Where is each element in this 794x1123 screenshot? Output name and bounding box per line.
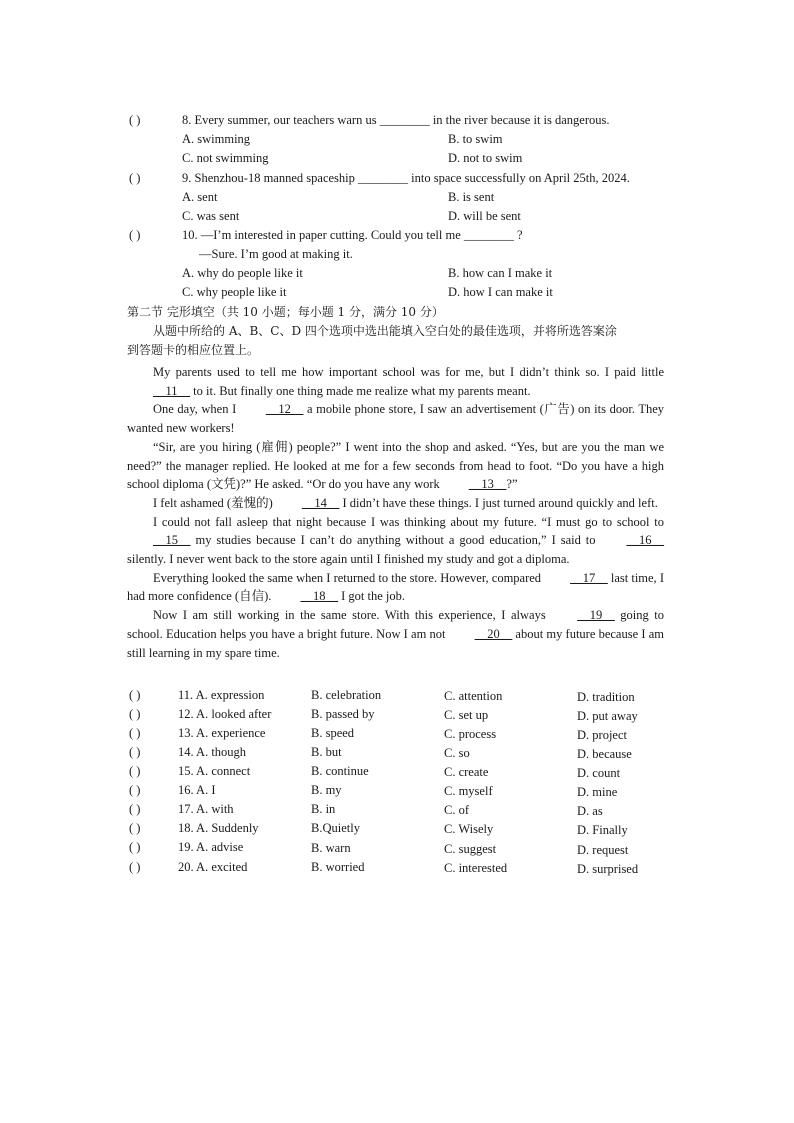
answer-paren[interactable]: ( ) bbox=[129, 783, 141, 797]
option-a[interactable]: A. swimming bbox=[182, 132, 251, 146]
option-c[interactable]: C. so bbox=[444, 746, 470, 760]
blank-11: __11__ bbox=[153, 383, 191, 398]
option-d[interactable]: D. put away bbox=[577, 709, 638, 723]
paragraph: “Sir, are you hiring (雇佣) people?” I went into the shop and asked. “Yes, but are you the man we need?” the manager replied. He looked at me for a few seconds from head to foot. “Do you have a high school diploma (文凭)?” He asked. “Or do you have any work __13__?” bbox=[127, 438, 664, 494]
blank-18: __18__ bbox=[300, 589, 339, 604]
answer-paren[interactable]: ( ) bbox=[129, 707, 141, 721]
answer-blank: ________ bbox=[358, 171, 409, 185]
option-a[interactable]: 15. A. connect bbox=[178, 764, 251, 778]
paragraph: Now I am still working in the same store. With this experience, I always __19__ going to school. Education helps you have a bright future. Now I am not __20__ about my future because I am still learning in my spare time. bbox=[127, 608, 665, 660]
option-a[interactable]: 11. A. expression bbox=[178, 688, 265, 702]
blank-20: __20__ bbox=[474, 626, 513, 641]
option-b[interactable]: B. worried bbox=[311, 860, 365, 874]
cloze-passage bbox=[127, 363, 664, 662]
answer-paren[interactable]: ( ) bbox=[129, 228, 141, 242]
option-b[interactable]: B. speed bbox=[311, 726, 355, 740]
option-b[interactable]: B. but bbox=[311, 745, 342, 759]
paragraph: One day, when I __12__ a mobile phone store, I saw an advertisement (广告) on its door. They wanted new workers! bbox=[127, 402, 665, 436]
section-instructions-cont: 到答题卡的相应位置上。 bbox=[127, 343, 260, 357]
option-a[interactable]: 20. A. excited bbox=[178, 860, 248, 874]
option-a[interactable]: 14. A. though bbox=[178, 745, 247, 759]
answer-paren[interactable]: ( ) bbox=[129, 821, 141, 835]
answer-paren[interactable]: ( ) bbox=[129, 860, 141, 874]
paragraph: I could not fall asleep that night because I was thinking about my future. “I must go to school to __15__ my studies because I can’t do anything without a good education,” I said to __16__ silently. I never went back to the store again until I finished my study and got a diploma. bbox=[127, 514, 665, 567]
option-d[interactable]: D. tradition bbox=[577, 690, 635, 704]
answer-paren[interactable]: ( ) bbox=[129, 802, 141, 816]
option-c[interactable]: C. process bbox=[444, 727, 497, 741]
paragraph: Everything looked the same when I returned to the store. However, compared __17__ last time, I had more confidence (自信). __18__ I got the job. bbox=[127, 569, 664, 606]
option-b[interactable]: B. my bbox=[311, 783, 342, 797]
option-b[interactable]: B. continue bbox=[311, 764, 369, 778]
option-d[interactable]: D. count bbox=[577, 766, 621, 780]
answer-paren[interactable]: ( ) bbox=[129, 726, 141, 740]
blank-16: __16__ bbox=[626, 533, 665, 548]
dialogue-reply: —Sure. I’m good at making it. bbox=[199, 247, 353, 261]
option-b[interactable]: B. to swim bbox=[448, 132, 503, 146]
option-a[interactable]: A. sent bbox=[182, 190, 218, 204]
option-b[interactable]: B. is sent bbox=[448, 190, 495, 204]
option-b[interactable]: B. celebration bbox=[311, 688, 382, 702]
option-a[interactable]: 12. A. looked after bbox=[178, 707, 272, 721]
option-a[interactable]: 13. A. experience bbox=[178, 726, 266, 740]
answer-paren[interactable]: ( ) bbox=[129, 764, 141, 778]
option-c[interactable]: C. of bbox=[444, 803, 469, 817]
blank-15: __15__ bbox=[153, 533, 191, 548]
answer-blank: ________ bbox=[463, 228, 514, 242]
paragraph: My parents used to tell me how important school was for me, but I didn’t think so. I paid little __11__ to it. But finally one thing made me realize what my parents meant. bbox=[127, 363, 664, 400]
option-c[interactable]: C. not swimming bbox=[182, 151, 269, 165]
option-c[interactable]: C. create bbox=[444, 765, 489, 779]
blank-14: __14__ bbox=[301, 495, 340, 510]
option-b[interactable]: B. passed by bbox=[311, 707, 375, 721]
blank-17: __17__ bbox=[570, 570, 608, 585]
question-stem: 10. —I’m interested in paper cutting. Could you tell me ________ ? bbox=[182, 228, 523, 242]
blank-13: __13__ bbox=[468, 477, 507, 492]
option-c[interactable]: C. interested bbox=[444, 861, 508, 875]
question-stem: 9. Shenzhou-18 manned spaceship ________ into space successfully on April 25th, 2024. bbox=[182, 171, 630, 185]
option-d[interactable]: D. as bbox=[577, 804, 603, 818]
option-c[interactable]: C. Wisely bbox=[444, 822, 494, 836]
option-d[interactable]: D. how I can make it bbox=[448, 285, 553, 299]
option-d[interactable]: D. Finally bbox=[577, 823, 628, 837]
option-b[interactable]: B. warn bbox=[311, 841, 351, 855]
answer-paren[interactable]: ( ) bbox=[129, 171, 141, 185]
option-d[interactable]: D. mine bbox=[577, 785, 618, 799]
blank-19: __19__ bbox=[577, 608, 615, 623]
answer-paren[interactable]: ( ) bbox=[129, 745, 141, 759]
option-b[interactable]: B.Quietly bbox=[311, 821, 360, 835]
option-d[interactable]: D. not to swim bbox=[448, 151, 523, 165]
option-a[interactable]: 16. A. I bbox=[178, 783, 216, 797]
option-c[interactable]: C. was sent bbox=[182, 209, 240, 223]
section-instructions: 从题中所给的 A、B、C、D 四个选项中选出能填入空白处的最佳选项，并将所选答案涂 bbox=[153, 324, 617, 338]
option-c[interactable]: C. myself bbox=[444, 784, 493, 798]
option-d[interactable]: D. project bbox=[577, 728, 627, 742]
section-title: 第二节 完形填空（共 10 小题；每小题 1 分，满分 10 分） bbox=[127, 305, 444, 319]
option-c[interactable]: C. suggest bbox=[444, 842, 497, 856]
option-a[interactable]: 18. A. Suddenly bbox=[178, 821, 259, 835]
option-c[interactable]: C. why people like it bbox=[182, 285, 287, 299]
option-a[interactable]: 17. A. with bbox=[178, 802, 234, 816]
answer-paren[interactable]: ( ) bbox=[129, 688, 141, 702]
option-d[interactable]: D. request bbox=[577, 843, 629, 857]
option-d[interactable]: D. because bbox=[577, 747, 632, 761]
option-b[interactable]: B. in bbox=[311, 802, 336, 816]
answer-paren[interactable]: ( ) bbox=[129, 840, 141, 854]
option-a[interactable]: A. why do people like it bbox=[182, 266, 303, 280]
answer-paren[interactable]: ( ) bbox=[129, 113, 141, 127]
option-d[interactable]: D. surprised bbox=[577, 862, 639, 876]
answer-blank: ________ bbox=[379, 113, 430, 127]
paragraph: I felt ashamed (羞愧的) __14__ I didn’t have these things. I just turned around quickly and left. bbox=[127, 494, 664, 513]
option-a[interactable]: 19. A. advise bbox=[178, 840, 244, 854]
option-d[interactable]: D. will be sent bbox=[448, 209, 521, 223]
option-c[interactable]: C. set up bbox=[444, 708, 489, 722]
option-c[interactable]: C. attention bbox=[444, 689, 503, 703]
option-b[interactable]: B. how can I make it bbox=[448, 266, 553, 280]
question-stem: 8. Every summer, our teachers warn us ________ in the river because it is dangerous. bbox=[182, 113, 610, 127]
blank-12: __12__ bbox=[265, 402, 304, 417]
